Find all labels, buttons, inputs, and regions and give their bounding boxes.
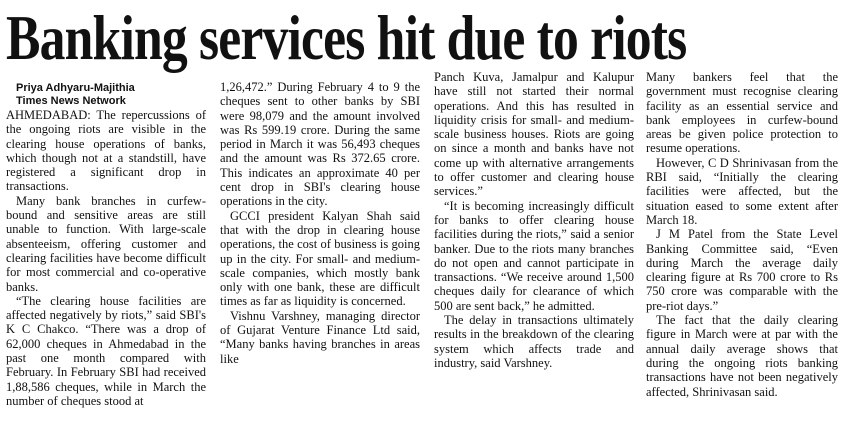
paragraph: “The clearing house facilities are affected negatively by riots,” said SBI's K C Chakco. “There was a drop of 62,000 cheques in Ahmedabad in the past one month compared with February. In February SBI had received 1,88,586 cheques, while in March the number of cheques stood at [6, 293, 206, 408]
paragraph: 1,26,472.” During February 4 to 9 the cheques sent to other banks by SBI were 98,079 and the amount involved was Rs 599.19 crore. During the same period in March it was 56,493 cheques and the amount was Rs 372.65 crore. This indicates an approximate 40 per cent drop in SBI's clearing house operations in the city. [220, 80, 420, 209]
paragraph: Vishnu Varshney, managing director of Gujarat Venture Finance Ltd said, “Many banks having branches in areas like [220, 308, 420, 366]
paragraph: However, C D Shrinivasan from the RBI said, “Initially the clearing facilities were affected, but the situation eased to some extent after March 18. [646, 155, 838, 227]
column-3 [434, 70, 634, 409]
paragraph: The delay in transactions ultimately results in the breakdown of the clearing system which affects trade and industry, said Varshney. [434, 313, 634, 370]
paragraph: Many bankers feel that the government must recognise clearing facility as an essential service and bank employees in curfew-bound areas be given police protection to resume operations. [646, 70, 838, 156]
paragraph: AHMEDABAD: The repercussions of the ongoing riots are visible in the clearing house operations of banks, which though not at a standstill, have registered a significant drop in transactions. [6, 108, 206, 194]
column-1 [6, 82, 206, 421]
paragraph: The fact that the daily clearing figure in March were at par with the annual daily average shows that during the ongoing riots banking transactions have not been negatively affected, Shrinivasan said. [646, 313, 838, 399]
paragraph: Panch Kuva, Jamalpur and Kalupur have still not started their normal operations. And this has resulted in liquidity crisis for small- and medium-scale business houses. Riots are going on since a month and banks have not come up with alternative arrangements to offer customer and clearing house services.” [434, 70, 634, 199]
paragraph: J M Patel from the State Level Banking Committee said, “Even during March the average daily clearing figure at Rs 700 crore to Rs 750 crore was comparable with the pre-riot days.” [646, 227, 838, 313]
column-2 [220, 80, 420, 419]
byline-author: Priya Adhyaru-Majithia [16, 82, 135, 94]
paragraph: Many bank branches in curfew-bound and sensitive areas are still unable to function. With large-scale absenteeism, offering customer and clearing facilities have become difficult for most commercial and co-operative banks. [6, 193, 206, 294]
paragraph: GCCI president Kalyan Shah said that with the drop in clearing house operations, the cost of business is going up in the city. For small- and medium-scale companies, which mostly bank only with one bank, these are difficult times as far as liquidity is concerned. [220, 208, 420, 309]
byline-outlet: Times News Network [16, 95, 126, 107]
headline: Banking services hit due to riots [6, 3, 687, 73]
paragraph: “It is becoming increasingly difficult for banks to offer clearing house facilities during the riots,” said a senior banker. Due to the riots many branches do not open and cannot participate in transactions. “We receive around 1,500 cheques daily for clearance of which 500 are sent back,” he admitted. [434, 198, 634, 313]
column-4 [646, 70, 838, 409]
